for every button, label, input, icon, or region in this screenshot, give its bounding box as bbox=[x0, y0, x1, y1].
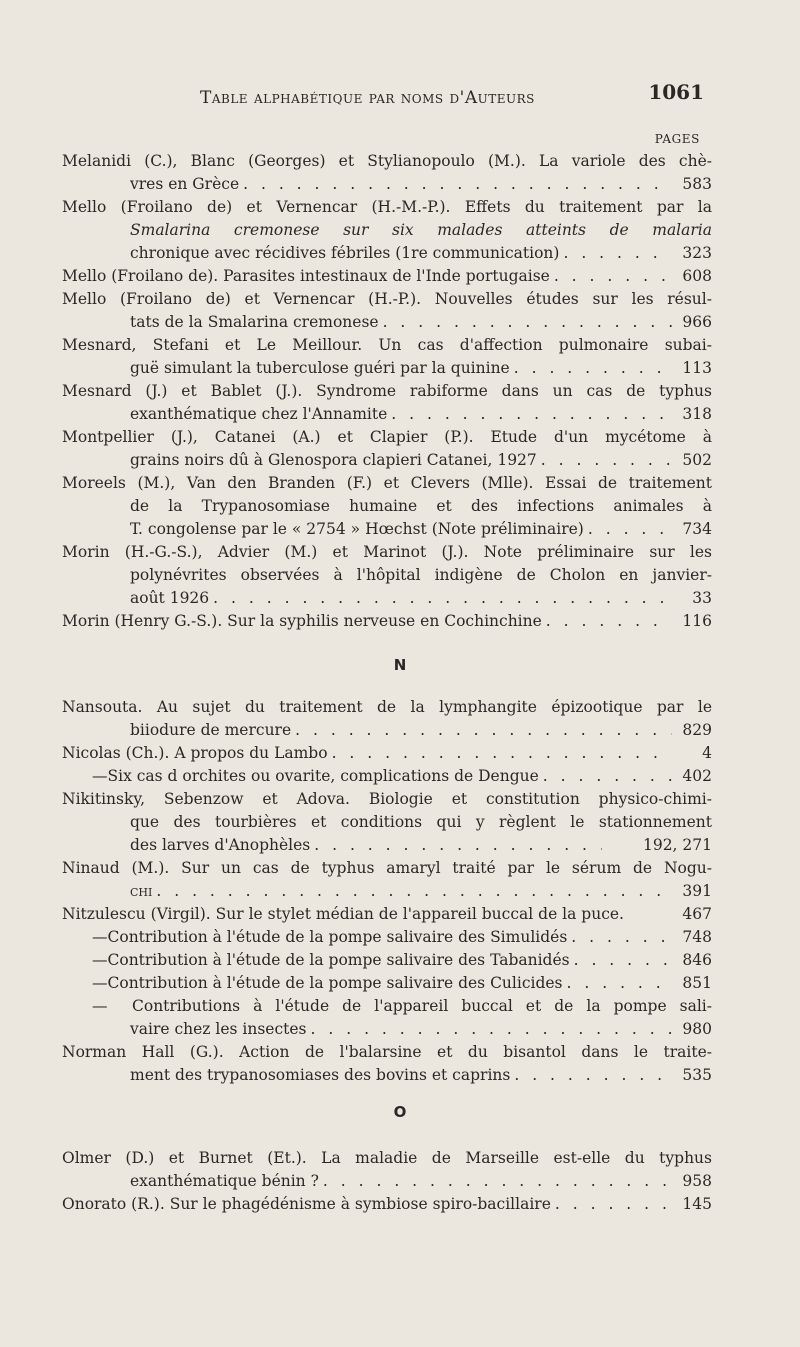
dot-leader bbox=[570, 949, 672, 972]
entry-text: Morin (Henry G.-S.). Sur la syphilis nerveuse en Cochinchine bbox=[62, 612, 542, 630]
entry-line bbox=[62, 1147, 712, 1170]
entry-text: vaire chez les insectes bbox=[130, 1020, 307, 1038]
entry-line bbox=[62, 518, 712, 541]
ditto-dash: — bbox=[92, 974, 108, 992]
entry-text: Moreels (M.), Van den Branden (F.) et Clevers (Mlle). Essai de traitement bbox=[62, 474, 712, 492]
entry-page: 583 bbox=[682, 175, 712, 193]
entry-text: exanthématique bénin ? bbox=[130, 1172, 319, 1190]
dot-leader bbox=[542, 610, 672, 633]
entry-text: Mesnard (J.) et Bablet (J.). Syndrome rabiforme dans un cas de typhus bbox=[62, 382, 712, 400]
section-heading-n: N bbox=[393, 656, 407, 674]
index-entry bbox=[62, 972, 712, 995]
entry-page: 829 bbox=[682, 721, 712, 739]
dot-leader bbox=[387, 403, 672, 426]
dot-leader bbox=[379, 311, 672, 334]
entry-line bbox=[62, 288, 712, 311]
index-entry bbox=[62, 1147, 712, 1193]
index-entry bbox=[62, 380, 712, 426]
index-entry bbox=[62, 426, 712, 472]
entry-text: des larves d'Anophèles bbox=[130, 836, 311, 854]
entry-text: grains noirs dû à Glenospora clapieri Catanei, 1927 bbox=[130, 451, 537, 469]
entry-text: Mello (Froilano de). Parasites intestinaux de l'Inde portugaise bbox=[62, 267, 550, 285]
entry-line bbox=[62, 719, 712, 742]
entry-line bbox=[62, 541, 712, 564]
entry-line bbox=[62, 880, 712, 903]
entry-line bbox=[62, 587, 712, 610]
entry-text: exanthématique chez l'Annamite bbox=[130, 405, 388, 423]
entry-page: 318 bbox=[682, 405, 712, 423]
entry-page: 192, 271 bbox=[642, 836, 712, 854]
entry-text: Morin (H.-G.-S.), Advier (M.) et Marinot (J.). Note préliminaire sur les bbox=[62, 543, 712, 561]
entry-text: Nansouta. Au sujet du traitement de la lymphangite épizootique par le bbox=[62, 698, 712, 716]
index-entry bbox=[62, 765, 712, 788]
entry-text: Onorato (R.). Sur le phagédénisme à symbiose spiro-bacillaire bbox=[62, 1195, 551, 1213]
entry-line bbox=[62, 564, 712, 587]
entry-text: Contribution à l'étude de la pompe salivaire des Simulidés bbox=[107, 928, 568, 946]
dot-leader bbox=[584, 518, 672, 541]
entry-line bbox=[62, 610, 712, 633]
entry-text: ment des trypanosomiases des bovins et caprins bbox=[130, 1066, 511, 1084]
entry-text: Nicolas (Ch.). A propos du Lambo bbox=[62, 744, 328, 762]
entry-text: T. congolense par le « 2754 » Hœchst (Note préliminaire) bbox=[130, 520, 584, 538]
entry-page: 502 bbox=[682, 451, 712, 469]
entry-line bbox=[62, 357, 712, 380]
index-entry bbox=[62, 1041, 712, 1087]
entry-line bbox=[62, 403, 712, 426]
entry-text: guë simulant la tuberculose guéri par la quinine bbox=[130, 359, 510, 377]
entry-line bbox=[62, 972, 712, 995]
entry-line bbox=[62, 334, 712, 357]
index-entry bbox=[62, 541, 712, 610]
entry-line bbox=[62, 426, 712, 449]
entry-text: Olmer (D.) et Burnet (Et.). La maladie de Marseille est-elle du typhus bbox=[62, 1149, 712, 1167]
entry-page: 980 bbox=[682, 1020, 712, 1038]
entry-page: 113 bbox=[682, 359, 712, 377]
entry-line bbox=[62, 219, 712, 242]
entry-text: Mello (Froilano de) et Vernencar (H.-P.). Nouvelles études sur les résul- bbox=[62, 290, 712, 308]
index-entry bbox=[62, 903, 712, 926]
entry-page: 535 bbox=[682, 1066, 712, 1084]
section-o-entries bbox=[62, 1147, 712, 1216]
entry-line bbox=[62, 1064, 712, 1087]
header-title: Table alphabétique par noms d'Auteurs bbox=[200, 88, 535, 108]
dot-leader bbox=[563, 972, 672, 995]
entry-text: Norman Hall (G.). Action de l'balarsine et du bisantol dans le traite- bbox=[62, 1043, 712, 1061]
entry-page: 851 bbox=[682, 974, 712, 992]
entry-line bbox=[62, 495, 712, 518]
dot-leader bbox=[510, 1064, 672, 1087]
entry-line bbox=[62, 449, 712, 472]
entry-line bbox=[62, 311, 712, 334]
entry-text: Ninaud (M.). Sur un cas de typhus amaryl traité par le sérum de Nogu- bbox=[62, 859, 712, 877]
entry-line bbox=[62, 242, 712, 265]
entry-line bbox=[62, 1193, 712, 1216]
entry-text: que des tourbières et conditions qui y règlent le stationnement bbox=[130, 813, 712, 831]
page-number: 1061 bbox=[648, 80, 704, 104]
entry-line bbox=[62, 1170, 712, 1193]
index-entry bbox=[62, 288, 712, 334]
dot-leader bbox=[537, 449, 672, 472]
entry-line bbox=[62, 1018, 712, 1041]
index-entry bbox=[62, 742, 712, 765]
dot-leader bbox=[510, 357, 672, 380]
entry-line bbox=[62, 196, 712, 219]
entry-line bbox=[62, 265, 712, 288]
entry-text: Contribution à l'étude de la pompe salivaire des Tabanidés bbox=[107, 951, 570, 969]
entry-line bbox=[62, 150, 712, 173]
pages-column-label: PAGES bbox=[654, 132, 700, 146]
entry-line bbox=[62, 380, 712, 403]
section-n-entries bbox=[62, 696, 712, 1087]
index-entry bbox=[62, 1193, 712, 1216]
entry-page: 391 bbox=[682, 882, 712, 900]
entry-line bbox=[62, 926, 712, 949]
ditto-dash: — bbox=[92, 767, 108, 785]
entry-page: 748 bbox=[682, 928, 712, 946]
ditto-dash: — bbox=[92, 997, 108, 1015]
entry-line bbox=[62, 788, 712, 811]
index-entry bbox=[62, 696, 712, 742]
entry-text: Six cas d orchites ou ovarite, complications de Dengue bbox=[107, 767, 539, 785]
index-entry bbox=[62, 610, 712, 633]
index-entry bbox=[62, 949, 712, 972]
entry-page: 402 bbox=[682, 767, 712, 785]
dot-leader bbox=[550, 265, 672, 288]
entry-line bbox=[62, 1041, 712, 1064]
entry-page: 323 bbox=[682, 244, 712, 262]
dot-leader bbox=[559, 242, 672, 265]
dot-leader bbox=[567, 926, 672, 949]
entry-text: Nikitinsky, Sebenzow et Adova. Biologie et constitution physico-chimi- bbox=[62, 790, 712, 808]
entry-text: août 1926 bbox=[130, 589, 210, 607]
index-entry bbox=[62, 334, 712, 380]
entry-line bbox=[62, 903, 712, 926]
index-entry bbox=[62, 472, 712, 541]
running-header bbox=[60, 80, 710, 114]
entry-text: polynévrites observées à l'hôpital indigène de Cholon en janvier- bbox=[130, 566, 712, 584]
entry-text: de la Trypanosomiase humaine et des infections animales à bbox=[130, 497, 712, 515]
entry-page: 608 bbox=[682, 267, 712, 285]
entry-page: 734 bbox=[682, 520, 712, 538]
index-entry bbox=[62, 995, 712, 1041]
index-entry bbox=[62, 150, 712, 196]
entry-page: 846 bbox=[682, 951, 712, 969]
dot-leader bbox=[319, 1170, 672, 1193]
entry-line bbox=[62, 811, 712, 834]
entry-text: chi bbox=[130, 882, 153, 900]
index-entry bbox=[62, 788, 712, 857]
entry-page: 966 bbox=[682, 313, 712, 331]
entry-text: Montpellier (J.), Catanei (A.) et Clapier (P.). Etude d'un mycétome à bbox=[62, 428, 712, 446]
entry-text: Contribution à l'étude de la pompe salivaire des Culicides bbox=[107, 974, 563, 992]
entry-line bbox=[62, 696, 712, 719]
dot-leader bbox=[152, 880, 672, 903]
section-heading-o: O bbox=[393, 1103, 407, 1121]
ditto-dash: — bbox=[92, 951, 108, 969]
entry-line bbox=[62, 949, 712, 972]
entry-text: Nitzulescu (Virgil). Sur le stylet médian de l'appareil buccal de la puce. bbox=[62, 905, 624, 923]
dot-leader bbox=[551, 1193, 672, 1216]
entry-page: 116 bbox=[682, 612, 712, 630]
entry-text: Contributions à l'étude de l'appareil buccal et de la pompe sali- bbox=[132, 997, 712, 1015]
entry-line bbox=[62, 834, 712, 857]
entry-line bbox=[62, 472, 712, 495]
entry-text: vres en Grèce bbox=[130, 175, 240, 193]
index-entry bbox=[62, 265, 712, 288]
entry-text: Mesnard, Stefani et Le Meillour. Un cas d'affection pulmonaire subai- bbox=[62, 336, 712, 354]
entry-page: 958 bbox=[682, 1172, 712, 1190]
entry-text: Mello (Froilano de) et Vernencar (H.-M.-P.). Effets du traitement par la bbox=[62, 198, 712, 216]
entry-text: biiodure de mercure bbox=[130, 721, 292, 739]
entry-page: 4 bbox=[702, 744, 712, 762]
index-entry bbox=[62, 857, 712, 903]
index-entry bbox=[62, 196, 712, 265]
entry-text: Smalarina cremonese sur six malades atteints de malaria bbox=[130, 221, 712, 239]
dot-leader bbox=[291, 719, 672, 742]
section-m-entries bbox=[62, 150, 712, 633]
entry-line bbox=[62, 995, 712, 1018]
index-entry bbox=[62, 926, 712, 949]
dot-leader bbox=[328, 742, 672, 765]
dot-leader bbox=[239, 173, 672, 196]
ditto-dash: — bbox=[92, 928, 108, 946]
dot-leader bbox=[310, 834, 602, 857]
entry-page: 145 bbox=[682, 1195, 712, 1213]
dot-leader bbox=[539, 765, 672, 788]
entry-text: chronique avec récidives fébriles (1re communication) bbox=[130, 244, 560, 262]
entry-text: tats de la Smalarina cremonese bbox=[130, 313, 379, 331]
dot-leader bbox=[307, 1018, 672, 1041]
dot-leader bbox=[209, 587, 672, 610]
entry-line bbox=[62, 765, 712, 788]
entry-line bbox=[62, 857, 712, 880]
entry-line bbox=[62, 742, 712, 765]
entry-page: 33 bbox=[692, 589, 712, 607]
entry-line bbox=[62, 173, 712, 196]
entry-text: Melanidi (C.), Blanc (Georges) et Stylianopoulo (M.). La variole des chè- bbox=[62, 152, 712, 170]
entry-page: 467 bbox=[682, 905, 712, 923]
